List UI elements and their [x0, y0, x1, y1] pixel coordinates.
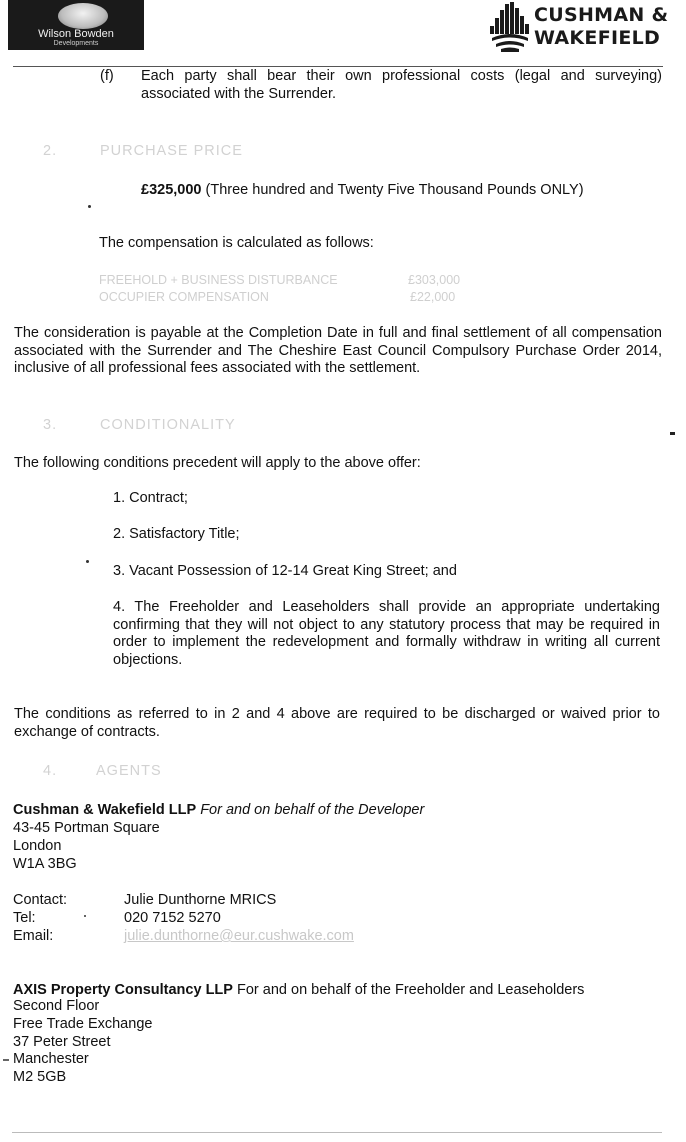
- agent-2-heading: [13, 982, 584, 1000]
- breakdown-label-2: OCCUPIER COMPENSATION: [99, 290, 269, 304]
- condition-3: 3. Vacant Possession of 12-14 Great King Street; and: [113, 563, 457, 579]
- section-4-heading: AGENTS: [96, 763, 162, 779]
- condition-4: 4. The Freeholder and Leaseholders shall provide an appropriate undertaking confirming that they will not object to any statutory process that may be required in order to implement the redevelopment and formally withdraw in writing all current objections.: [113, 599, 660, 668]
- scan-speck: [670, 432, 675, 435]
- brand-line-1: CUSHMAN &: [534, 4, 669, 26]
- contact-value: Julie Dunthorne MRICS: [124, 892, 277, 908]
- agent-2-name: AXIS Property Consultancy LLP: [13, 982, 233, 998]
- consideration-paragraph: The consideration is payable at the Completion Date in full and final settlement of all compensation associated with the Surrender and The Cheshire East Council Compulsory Purchase Order 2014, inclusive of all professional fees associated with the settlement.: [14, 325, 662, 376]
- section-3-heading: CONDITIONALITY: [100, 417, 236, 433]
- logo-name: Wilson Bowden: [38, 28, 114, 40]
- logo-emblem-icon: [58, 3, 108, 29]
- agent-2-role: For and on behalf of the Freeholder and Leaseholders: [237, 982, 585, 998]
- agent-2-address-4: Manchester: [13, 1051, 89, 1067]
- scan-speck: [3, 1059, 9, 1061]
- conditions-intro: The following conditions precedent will apply to the above offer:: [14, 455, 421, 471]
- agent-1-address-1: 43-45 Portman Square: [13, 820, 160, 836]
- breakdown-amount-1: £303,000: [408, 273, 461, 287]
- agent-1-name: Cushman & Wakefield LLP: [13, 802, 197, 818]
- conditions-closing: The conditions as referred to in 2 and 4 above are required to be discharged or waived prior to exchange of contracts.: [14, 706, 660, 740]
- wilson-bowden-logo: [8, 0, 144, 50]
- section-2-heading: PURCHASE PRICE: [100, 143, 243, 159]
- scan-speck: [84, 915, 86, 917]
- scan-speck: [88, 205, 91, 208]
- clause-f-marker: (f): [100, 68, 114, 84]
- email-label: Email:: [13, 928, 54, 944]
- section-2-number: 2.: [43, 143, 58, 159]
- agent-2-address-3: 37 Peter Street: [13, 1034, 111, 1050]
- price-amount: £325,000: [141, 182, 202, 198]
- agent-2-address-1: Second Floor: [13, 998, 100, 1014]
- agent-2-address-5: M2 5GB: [13, 1069, 67, 1085]
- condition-1: 1. Contract;: [113, 490, 188, 506]
- footer-rule: [12, 1132, 662, 1133]
- agent-1-heading: [13, 802, 424, 820]
- scan-speck: [86, 560, 89, 563]
- agent-1-address-2: London: [13, 838, 62, 854]
- cushman-wakefield-logo: [488, 2, 684, 54]
- section-3-number: 3.: [43, 417, 58, 433]
- calc-intro: The compensation is calculated as follows:: [99, 235, 374, 251]
- building-mark-icon: [488, 2, 532, 52]
- agent-1-address-3: W1A 3BG: [13, 856, 77, 872]
- agent-1-role: For and on behalf of the Developer: [200, 802, 425, 818]
- tel-value: 020 7152 5270: [124, 910, 221, 926]
- breakdown-label-1: FREEHOLD + BUSINESS DISTURBANCE: [99, 273, 338, 287]
- breakdown-amount-2: £22,000: [410, 290, 456, 304]
- purchase-price: [141, 182, 584, 200]
- tel-label: Tel:: [13, 910, 36, 926]
- contact-label: Contact:: [13, 892, 67, 908]
- condition-2: 2. Satisfactory Title;: [113, 526, 240, 542]
- clause-f-text: Each party shall bear their own professional costs (legal and surveying) associated with the Surrender.: [141, 68, 662, 102]
- section-4-number: 4.: [43, 763, 58, 779]
- header-rule: [13, 66, 663, 67]
- logo-subtitle: Developments: [53, 40, 99, 47]
- brand-line-2: WAKEFIELD: [534, 27, 661, 49]
- price-words: (Three hundred and Twenty Five Thousand Pounds ONLY): [205, 182, 584, 198]
- agent-2-address-2: Free Trade Exchange: [13, 1016, 153, 1032]
- email-link[interactable]: julie.dunthorne@eur.cushwake.com: [124, 928, 354, 944]
